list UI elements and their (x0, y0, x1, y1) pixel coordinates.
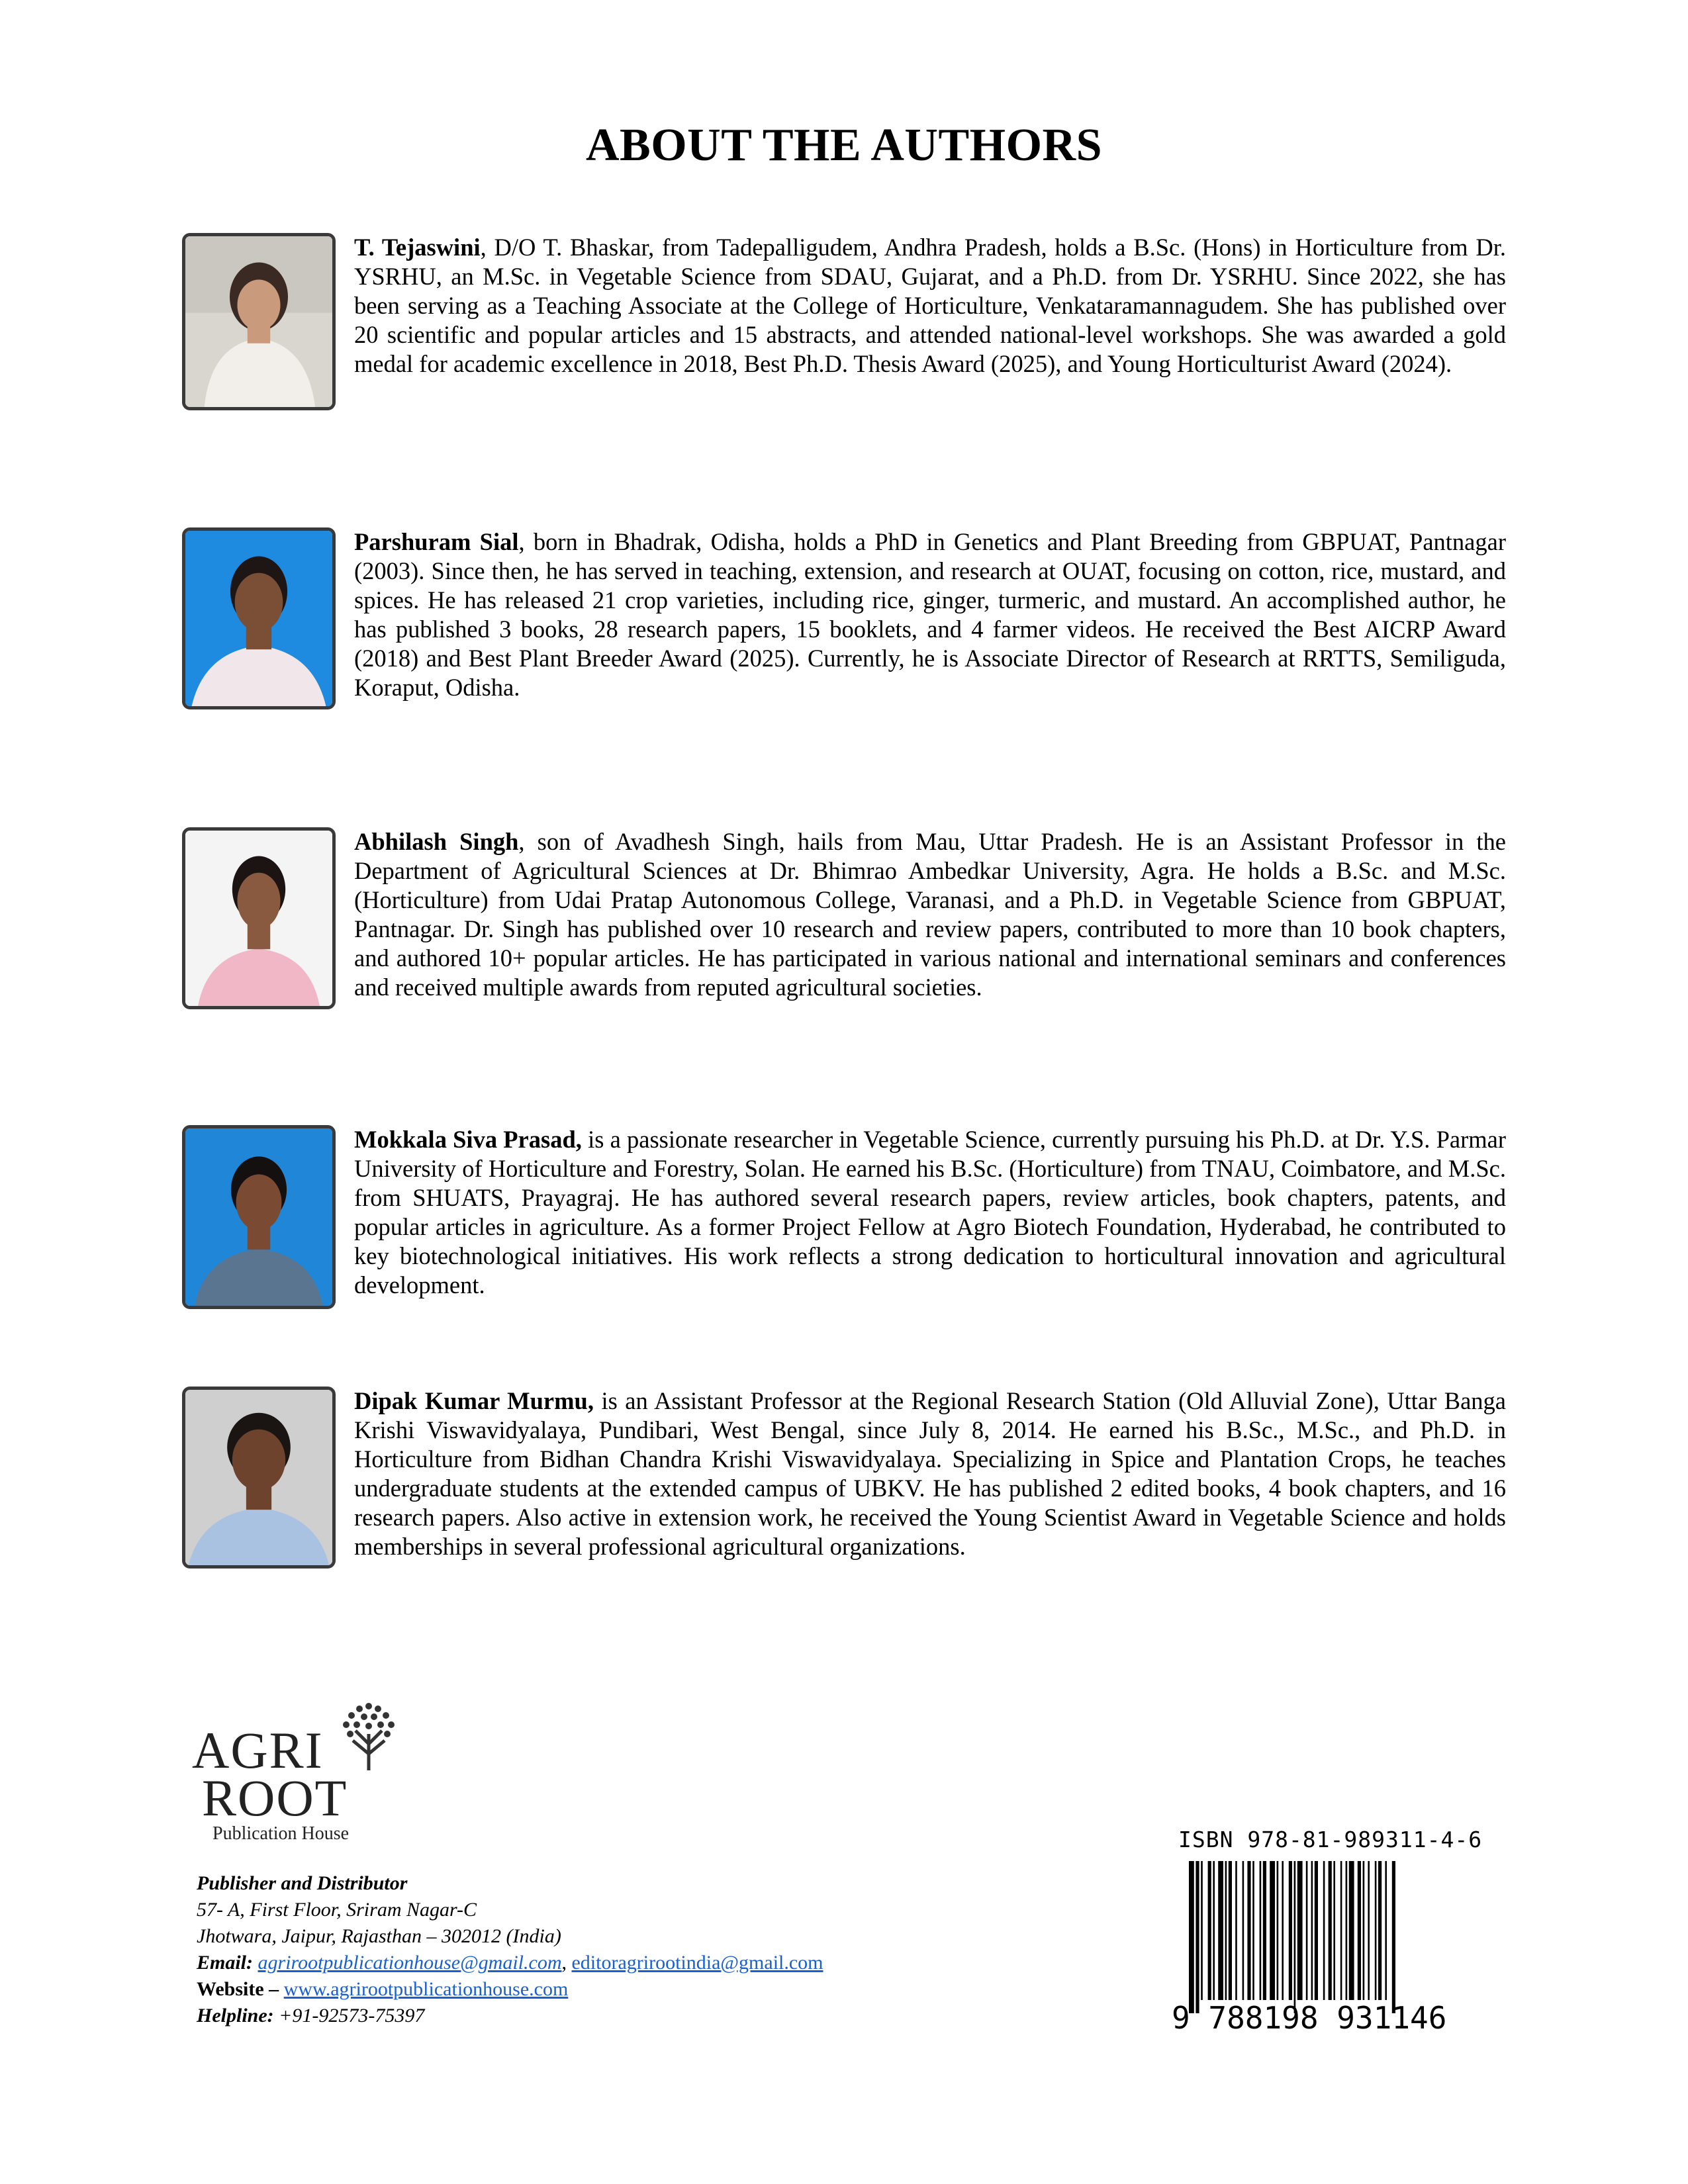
publisher-email-row (197, 1950, 823, 1976)
isbn-label: ISBN 978-81-989311-4-6 (1178, 1827, 1483, 1852)
barcode-bar (1260, 1861, 1262, 2000)
author-bio-text: , son of Avadhesh Singh, hails from Mau, Uttar Pradesh. He is an Assistant Professor in the Department of Agricultural Sciences at Dr. Bhimrao Ambedkar University, Agra. He holds a B.Sc. and M.Sc. (Horticulture) from Udai Pratap Autonomous College, Varanasi, and a Ph.D. in Vegetable Science from GBPUAT, Pantnagar. Dr. Singh has published over 10 research and review papers, contributed to more than 10 book chapters, and authored 10+ popular articles. He has participated in various national and international seminars and conferences and received multiple awards from reputed agricultural societies. (354, 828, 1506, 1001)
barcode-bar (1363, 1861, 1365, 2000)
barcode-bar (1329, 1861, 1332, 2000)
author-photo (182, 827, 336, 1009)
helpline-label: Helpline: (197, 2005, 274, 2026)
barcode-bar (1340, 1861, 1342, 2000)
isbn-barcode-block (1172, 1827, 1489, 2052)
publisher-heading: Publisher and Distributor (197, 1872, 408, 1894)
barcode-bar (1247, 1861, 1250, 2000)
barcode-bar (1243, 1861, 1244, 2000)
author-bio (354, 827, 1506, 1002)
author-photo (182, 233, 336, 410)
barcode-bar (1378, 1861, 1382, 2000)
author-bio-text: , born in Bhadrak, Odisha, holds a PhD in Genetics and Plant Breeding from GBPUAT, Pantnagar (2003). Since then, he has served in teaching, extension, and research at OUAT, focusing on cotton, rice, mustard, and spices. He has released 21 crop varieties, including rice, ginger, turmeric, and mustard. An accomplished author, he has published 3 books, 28 research papers, 15 booklets, and 4 farmer videos. He received the Best AICRP Award (2018) and Best Plant Breeder Award (2025). Currently, he is Associate Director of Research at RRTTS, Semiliguda, Koraput, Odisha. (354, 528, 1506, 701)
author-bio-text: , D/O T. Bhaskar, from Tadepalligudem, Andhra Pradesh, holds a B.Sc. (Hons) in Horticulture from Dr. YSRHU, an M.Sc. in Vegetable Science from SDAU, Gujarat, and a Ph.D. from Dr. YSRHU. Since 2022, she has been serving as a Teaching Associate at the College of Horticulture, Venkataramannagudem. She has published over 20 scientific and popular articles and 15 abstracts, and attended national-level workshops. She was awarded a gold medal for academic excellence in 2018, Best Ph.D. Thesis Award (2025), and Young Horticulturist Award (2024). (354, 234, 1506, 377)
author-name: Parshuram Sial (354, 528, 519, 555)
website-label: Website – (197, 1978, 279, 2000)
publisher-website-row (197, 1976, 823, 2003)
barcode-bar (1315, 1861, 1318, 2000)
author-bio (354, 1387, 1506, 1561)
barcode-bar (1375, 1861, 1377, 2000)
email-link-2[interactable]: editoragrirootindia@gmail.com (571, 1952, 823, 1974)
publisher-logo (189, 1694, 407, 1844)
logo-text-root: ROOT (202, 1769, 348, 1827)
barcode-bar (1297, 1861, 1303, 2000)
helpline-number: +91-92573-75397 (279, 2005, 425, 2026)
publisher-details (197, 1870, 823, 2029)
barcode-bar (1277, 1861, 1279, 2000)
author-name: Abhilash Singh (354, 828, 519, 855)
barcode-bar (1252, 1861, 1254, 2000)
barcode-bar (1323, 1861, 1325, 2000)
barcode-bar (1358, 1861, 1361, 2000)
publisher-helpline-row (197, 2003, 823, 2029)
logo-text-agri: AGRI (192, 1721, 324, 1779)
barcode-digits: 9 788198 931146 (1172, 2000, 1447, 2036)
barcode-bar (1294, 1861, 1296, 2013)
email-label: Email: (197, 1952, 254, 1974)
author-name: T. Tejaswini (354, 234, 481, 261)
barcode-bar (1196, 1861, 1199, 2013)
tree-icon (334, 1694, 404, 1774)
author-name: Dipak Kumar Murmu, (354, 1387, 594, 1414)
website-link[interactable]: www.agrirootpublicationhouse.com (283, 1978, 569, 2000)
barcode-bar (1263, 1861, 1266, 2000)
barcode-bar (1333, 1861, 1335, 2000)
email-separator: , (561, 1952, 567, 1974)
barcode-bar (1368, 1861, 1370, 2000)
author-bio-text: is a passionate researcher in Vegetable Science, currently pursuing his Ph.D. at Dr. Y.S. Parmar University of Horticulture and Forestry, Solan. He earned his B.Sc. (Horticulture) from TNAU, Coimbatore, and M.Sc. from SHUATS, Prayagraj. He has authored several research papers, review articles, book chapters, patents, and popular articles in agriculture. As a former Project Fellow at Agro Biotech Foundation, Hyderabad, he contributed to key biotechnological initiatives. His work reflects a strong dedication to horticultural innovation and agricultural development. (354, 1126, 1506, 1298)
author-photo (182, 1387, 336, 1569)
barcode-bar (1282, 1861, 1284, 2000)
email-link-1[interactable]: agrirootpublicationhouse@gmail.com (258, 1952, 562, 1974)
author-bio (354, 527, 1506, 702)
barcode-bar (1213, 1861, 1215, 2000)
barcode-bar (1229, 1861, 1232, 2000)
barcode-icon (1177, 1861, 1481, 2013)
barcode-bar (1225, 1861, 1227, 2000)
barcode-bar (1385, 1861, 1387, 2000)
barcode-bar (1311, 1861, 1313, 2000)
barcode-bar (1235, 1861, 1237, 2000)
author-bio (354, 233, 1506, 379)
author-photo (182, 527, 336, 709)
author-name: Mokkala Siva Prasad, (354, 1126, 582, 1153)
barcode-bar (1208, 1861, 1211, 2000)
barcode-bar (1349, 1861, 1354, 2000)
author-photo (182, 1125, 336, 1309)
barcode-bar (1270, 1861, 1275, 2000)
publisher-address-line-2: Jhotwara, Jaipur, Rajasthan – 302012 (India) (197, 1925, 561, 1947)
barcode-bar (1289, 1861, 1292, 2000)
page-title: ABOUT THE AUTHORS (585, 120, 1103, 171)
barcode-bar (1392, 1861, 1395, 2013)
barcode-bar (1306, 1861, 1308, 2000)
author-bio (354, 1125, 1506, 1300)
author-bio-text: is an Assistant Professor at the Regional Research Station (Old Alluvial Zone), Uttar Banga Krishi Viswavidyalaya, Pundibari, West Bengal, since July 8, 2014. He earned his B.Sc., M.Sc., and Ph.D. in Horticulture from Bidhan Chandra Krishi Viswavidyalaya. Specializing in Spice and Plantation Crops, he teaches undergraduate students at the extended campus of UBKV. He has published 2 edited books, 4 book chapters, and 16 research papers. Also active in extension work, he received the Young Scientist Award in Vegetable Science and holds memberships in several professional agricultural organizations. (354, 1387, 1507, 1560)
barcode-bar (1346, 1861, 1348, 2000)
logo-text-publication: Publication House (212, 1823, 350, 1844)
barcode-bar (1189, 1861, 1194, 2013)
barcode-bar (1218, 1861, 1223, 2000)
publisher-address-line-1: 57- A, First Floor, Sriram Nagar-C (197, 1899, 477, 1921)
barcode-bar (1201, 1861, 1203, 2000)
